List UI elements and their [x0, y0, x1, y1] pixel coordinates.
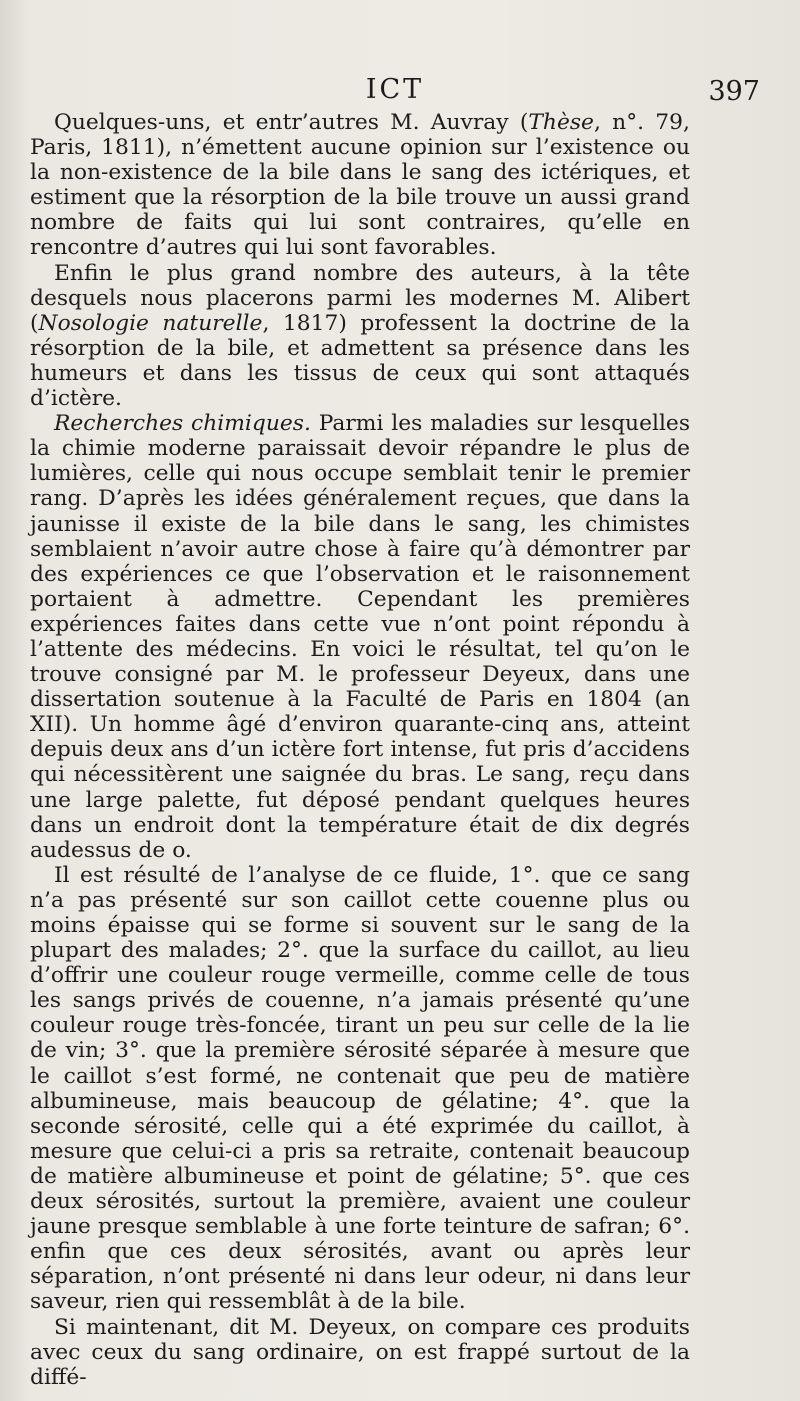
text-run: Quelques-uns, et entr’autres M. Auvray ( [54, 110, 529, 135]
paragraph-deyeux [30, 1315, 690, 1390]
page-number: 397 [708, 76, 760, 107]
paragraph-analyse [30, 863, 690, 1315]
running-head: ICT [365, 74, 425, 105]
paragraph-alibert [30, 261, 690, 412]
text-run: Parmi les maladies sur lesquelles la chimie moderne paraissait devoir répandre le plus de lumières, celle qui nous occupe semblait tenir le premier rang. D’après les idées généralement reçues, que dans la jaunisse il existe de la bile dans le sang, les chimistes semblaient n’avoir autre chose à faire qu’à démontrer par des expériences ce que l’observation et le raisonnement portaient à admettre. Cependant les premières expériences faites dans cette vue n’ont point répondu à l’attente des médecins. En voici le résultat, tel qu’on le trouve consigné par M. le professeur Deyeux, dans une dissertation soutenue à la Faculté de Paris en 1804 (an XII). Un homme âgé d’environ quarante-cinq ans, atteint depuis deux ans d’un ictère fort intense, fut pris d’accidens qui nécessitèrent une saignée du bras. Le sang, reçu dans une large palette, fut déposé pendant quelques heures dans un endroit dont la température était de dix degrés audessus de o. [30, 411, 691, 863]
paragraph-auvray [30, 110, 690, 261]
text-run: , n°. 79, Paris, 1811), n’émettent aucune opinion sur l’existence ou la non-existence de la bile dans le sang des ictériques, et estiment que la résorption de la bile trouve un aussi grand nombre de faits qui lui sont contraires, qu’elle en rencontre d’autres qui lui sont favorables. [30, 110, 690, 261]
italic-citation: Thèse [528, 110, 594, 135]
italic-citation: Nosologie naturelle [38, 310, 263, 336]
text-run: Si maintenant, dit M. Deyeux, on compare ces produits avec ceux du sang ordinaire, on est frappé surtout de la diffé- [30, 1314, 690, 1390]
page-header [30, 74, 760, 110]
text-run: Enfin le plus grand nombre des auteurs, à la tête desquels nous placerons parmi les modernes M. Alibert ( [30, 260, 690, 336]
paragraph-recherches-chimiques [30, 411, 690, 863]
body-text [30, 110, 690, 1390]
text-run: , 1817) professent la doctrine de la résorption de la bile, et admettent sa présence dans les humeurs et dans les tissus de ceux qui sont attaqués d’ictère. [30, 310, 691, 412]
text-run: Il est résulté de l’analyse de ce fluide, 1°. que ce sang n’a pas présenté sur son caillot cette couenne plus ou moins épaisse qui se forme si souvent sur le sang de la plupart des malades; 2°. que la surface du caillot, au lieu d’offrir une couleur rouge vermeille, comme celle de tous les sangs privés de couenne, n’a jamais présenté qu’une couleur rouge très-foncée, tirant un peu sur celle de la lie de vin; 3°. que la première sérosité séparée à mesure que le caillot s’est formé, ne contenait que peu de matière albumineuse, mais beaucoup de gélatine; 4°. que la seconde sérosité, celle qui a été exprimée du caillot, à mesure que celui-ci a pris sa retraite, contenait beaucoup de matière albumineuse et point de gélatine; 5°. que ces deux sérosités, surtout la première, avaient une couleur jaune presque semblable à une forte teinture de safran; 6°. enfin que ces deux sérosités, avant ou après leur séparation, n’ont présenté ni dans leur odeur, ni dans leur saveur, rien qui ressemblât à de la bile. [30, 862, 690, 1315]
section-heading-italic: Recherches chimiques. [54, 411, 311, 437]
